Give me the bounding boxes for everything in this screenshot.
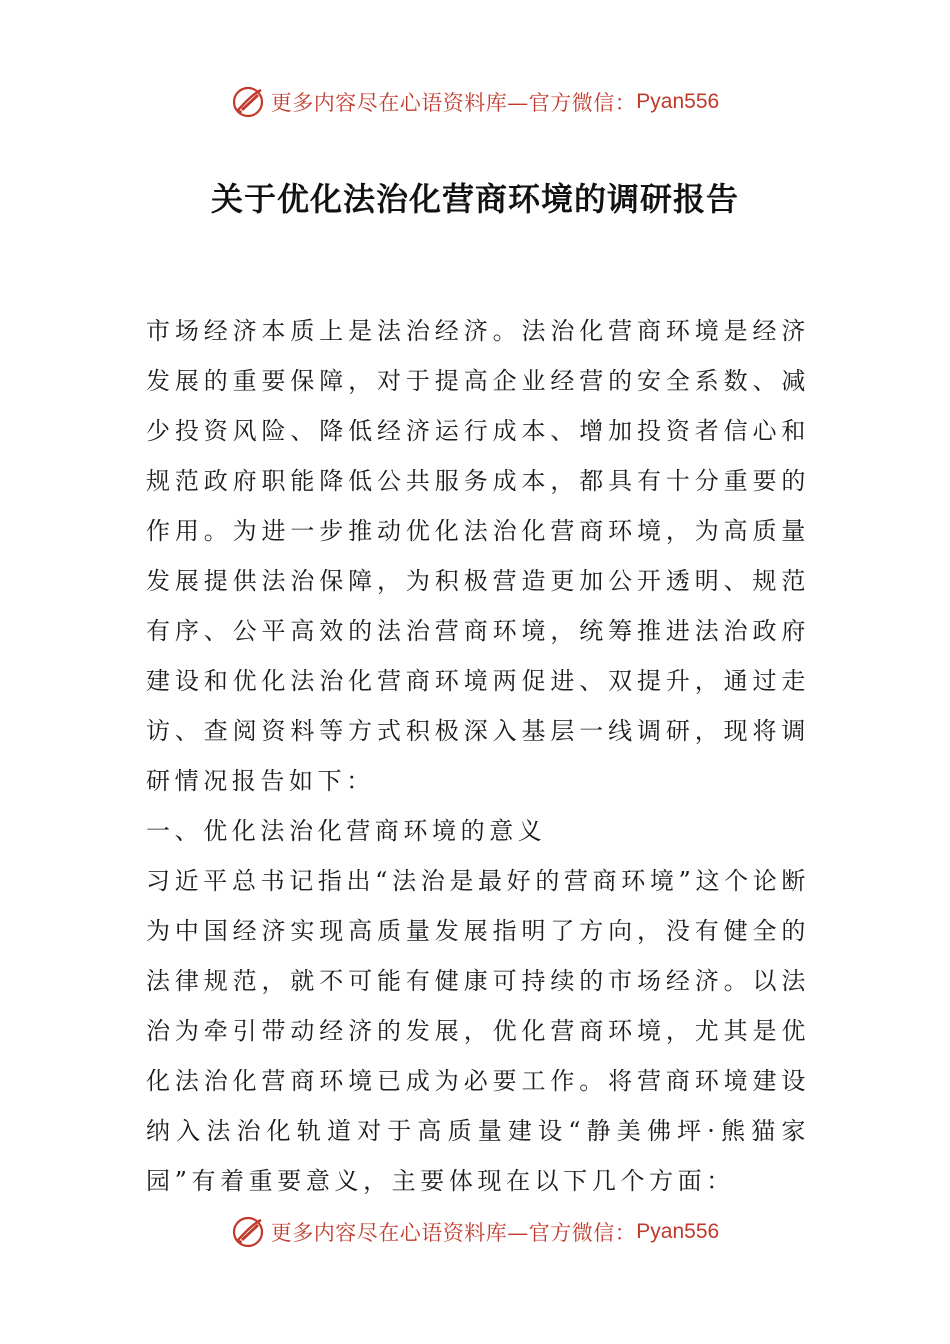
document-title: 关于优化法治化营商环境的调研报告: [210, 180, 739, 218]
document-body: [146, 306, 810, 1206]
paragraph-significance: 习近平总书记指出“法治是最好的营商环境”这个论断为中国经济实现高质量发展指明了方向，没有健全的法律规范，就不可能有健康可持续的市场经济。以法治为牵引带动经济的发展，优化营商环境，尤其是优化法治化营商环境已成为必要工作。将营商环境建设纳入法治化轨道对于高质量建设“静美佛坪·熊猫家园”有着重要意义，主要体现在以下几个方面：: [146, 867, 810, 1195]
watermark-account: Pyan556: [636, 1220, 720, 1243]
footer-watermark: [0, 1212, 950, 1252]
watermark-text: 更多内容尽在心语资料库—官方微信：: [270, 1221, 637, 1245]
watermark-account: Pyan556: [636, 90, 720, 113]
section-heading-1: 一、优化法治化营商环境的意义: [146, 817, 547, 845]
paragraph-intro: 市场经济本质上是法治经济。法治化营商环境是经济发展的重要保障，对于提高企业经营的安全系数、减少投资风险、降低经济运行成本、增加投资者信心和规范政府职能降低公共服务成本，都具有十分重要的作用。为进一步推动优化法治化营商环境，为高质量发展提供法治保障，为积极营造更加公开透明、规范有序、公平高效的法治营商环境，统筹推进法治政府建设和优化法治化营商环境两促进、双提升，通过走访、查阅资料等方式积极深入基层一线调研，现将调研情况报告如下：: [146, 317, 810, 795]
pen-logo-icon: [231, 1215, 265, 1249]
watermark-text: 更多内容尽在心语资料库—官方微信：: [270, 91, 637, 115]
pen-logo-icon: [231, 85, 265, 119]
header-watermark: [0, 82, 950, 122]
